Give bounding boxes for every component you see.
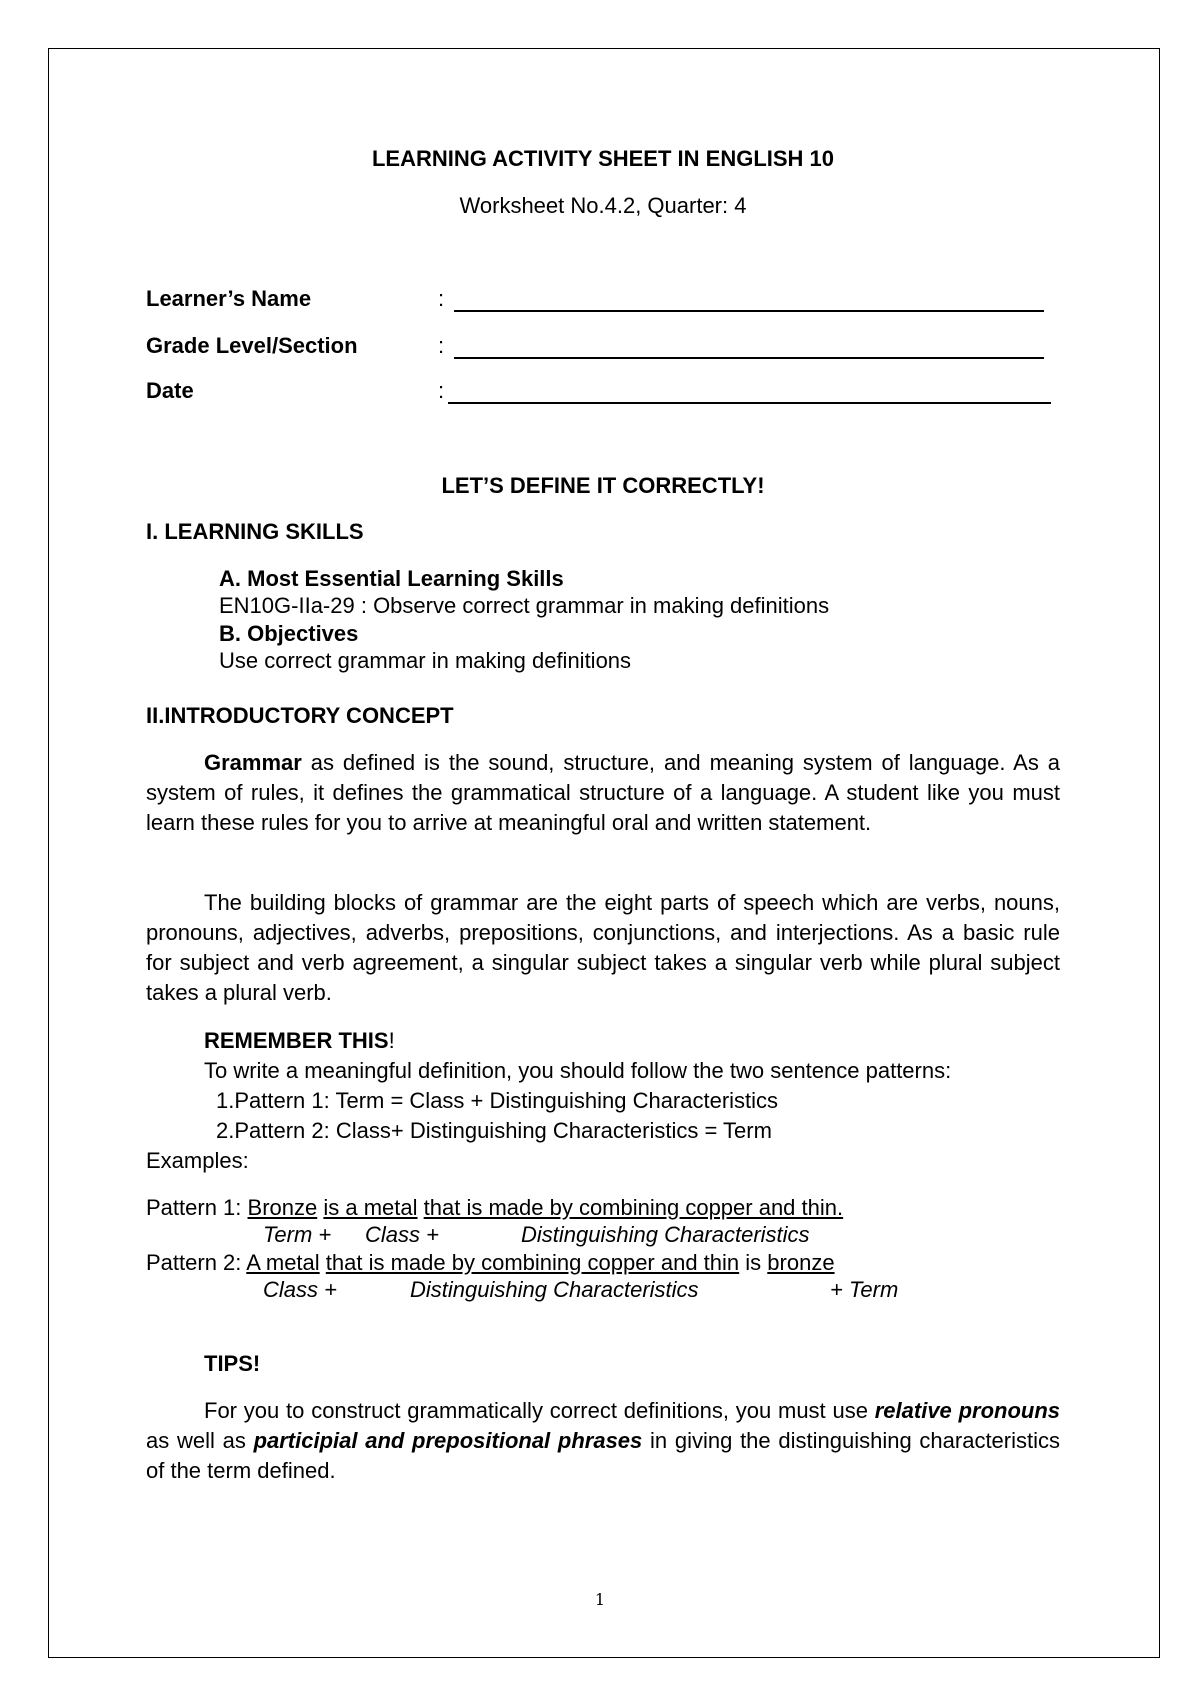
section-title: LET’S DEFINE IT CORRECTLY! (441, 473, 765, 498)
remember-heading-exclaim: ! (388, 1028, 395, 1053)
example-1-class: is a metal (323, 1195, 418, 1220)
intro-paragraph-2-text: The building blocks of grammar are the eight parts of speech which are verbs, nouns, pronouns, adjectives, adverbs, prepositions, conjunctions, and interjections. As a basic rule for subject and verb agreement, a singular subject takes a singular verb while plural subject takes a plural verb. (146, 890, 1060, 1005)
tips-text-1: For you to construct grammatically correct definitions, you must use (204, 1398, 875, 1423)
page-number: 1 (594, 1590, 606, 1609)
example-1-caption-characteristics: Distinguishing Characteristics (521, 1222, 810, 1247)
example-2-caption-characteristics: Distinguishing Characteristics (410, 1277, 699, 1302)
tips-phrases: participial and prepositional phrases (253, 1428, 643, 1453)
worksheet-title: LEARNING ACTIVITY SHEET IN ENGLISH 10 (371, 146, 835, 171)
example-1-label: Pattern 1: (146, 1195, 248, 1220)
worksheet-subtitle: Worksheet No.4.2, Quarter: 4 (459, 193, 747, 218)
grade-section-label: Grade Level/Section (146, 333, 358, 358)
example-2-caption-class: Class + (263, 1277, 337, 1302)
objectives-text: Use correct grammar in making definitions (219, 648, 632, 673)
example-1-caption-term: Term + (263, 1222, 332, 1247)
tips-text-2: as well as (146, 1428, 254, 1453)
pattern-2-rule: 2.Pattern 2: Class+ Distinguishing Characteristics = Term (216, 1118, 772, 1143)
example-2-label: Pattern 2: (146, 1250, 247, 1275)
essential-skills-heading: A. Most Essential Learning Skills (219, 566, 564, 591)
learning-skills-heading: I. LEARNING SKILLS (146, 519, 364, 544)
intro-paragraph-1 (146, 748, 1060, 838)
example-1-characteristics: that is made by combining copper and thin. (423, 1195, 844, 1220)
examples-label: Examples: (146, 1148, 249, 1173)
example-2-caption-term: + Term (830, 1277, 899, 1302)
example-2-class: A metal (246, 1250, 320, 1275)
tips-relative-pronouns: relative pronouns (874, 1398, 1061, 1423)
example-pattern-1 (146, 1194, 843, 1222)
example-2-characteristics: that is made by combining copper and thin (325, 1250, 740, 1275)
example-2-is: is (739, 1250, 768, 1275)
date-label: Date (146, 378, 194, 403)
tips-text-3: in giving the distinguishing characteristics of the term defined. (146, 1428, 1061, 1483)
example-2-term: bronze (767, 1250, 835, 1275)
remember-heading-text: REMEMBER THIS (204, 1028, 389, 1053)
date-field[interactable] (448, 402, 1051, 404)
intro-paragraph-2 (146, 888, 1060, 1008)
grade-section-field[interactable] (454, 357, 1044, 359)
pattern-1-rule: 1.Pattern 1: Term = Class + Distinguishing Characteristics (216, 1088, 779, 1113)
tips-paragraph (146, 1396, 1060, 1486)
example-1-caption-class: Class + (365, 1222, 439, 1247)
remember-text: To write a meaningful definition, you should follow the two sentence patterns: (204, 1058, 952, 1083)
essential-skills-text: EN10G-IIa-29 : Observe correct grammar in making definitions (219, 593, 830, 618)
grammar-term: Grammar (204, 750, 302, 775)
objectives-heading: B. Objectives (219, 621, 359, 646)
grade-section-colon: : (438, 333, 445, 358)
example-pattern-2 (146, 1249, 835, 1277)
intro-heading: II.INTRODUCTORY CONCEPT (146, 703, 454, 728)
date-colon: : (438, 378, 445, 403)
learner-name-field[interactable] (454, 310, 1044, 312)
intro-paragraph-1-text: as defined is the sound, structure, and meaning system of language. As a system of rules, it defines the grammatical structure of a language. A student like you must learn these rules for you to arrive at meaningful oral and written statement. (146, 750, 1060, 835)
learner-name-label: Learner’s Name (146, 286, 312, 311)
tips-heading: TIPS! (204, 1351, 261, 1376)
learner-name-colon: : (438, 286, 445, 311)
remember-heading (204, 1027, 395, 1055)
example-1-term: Bronze (247, 1195, 318, 1220)
